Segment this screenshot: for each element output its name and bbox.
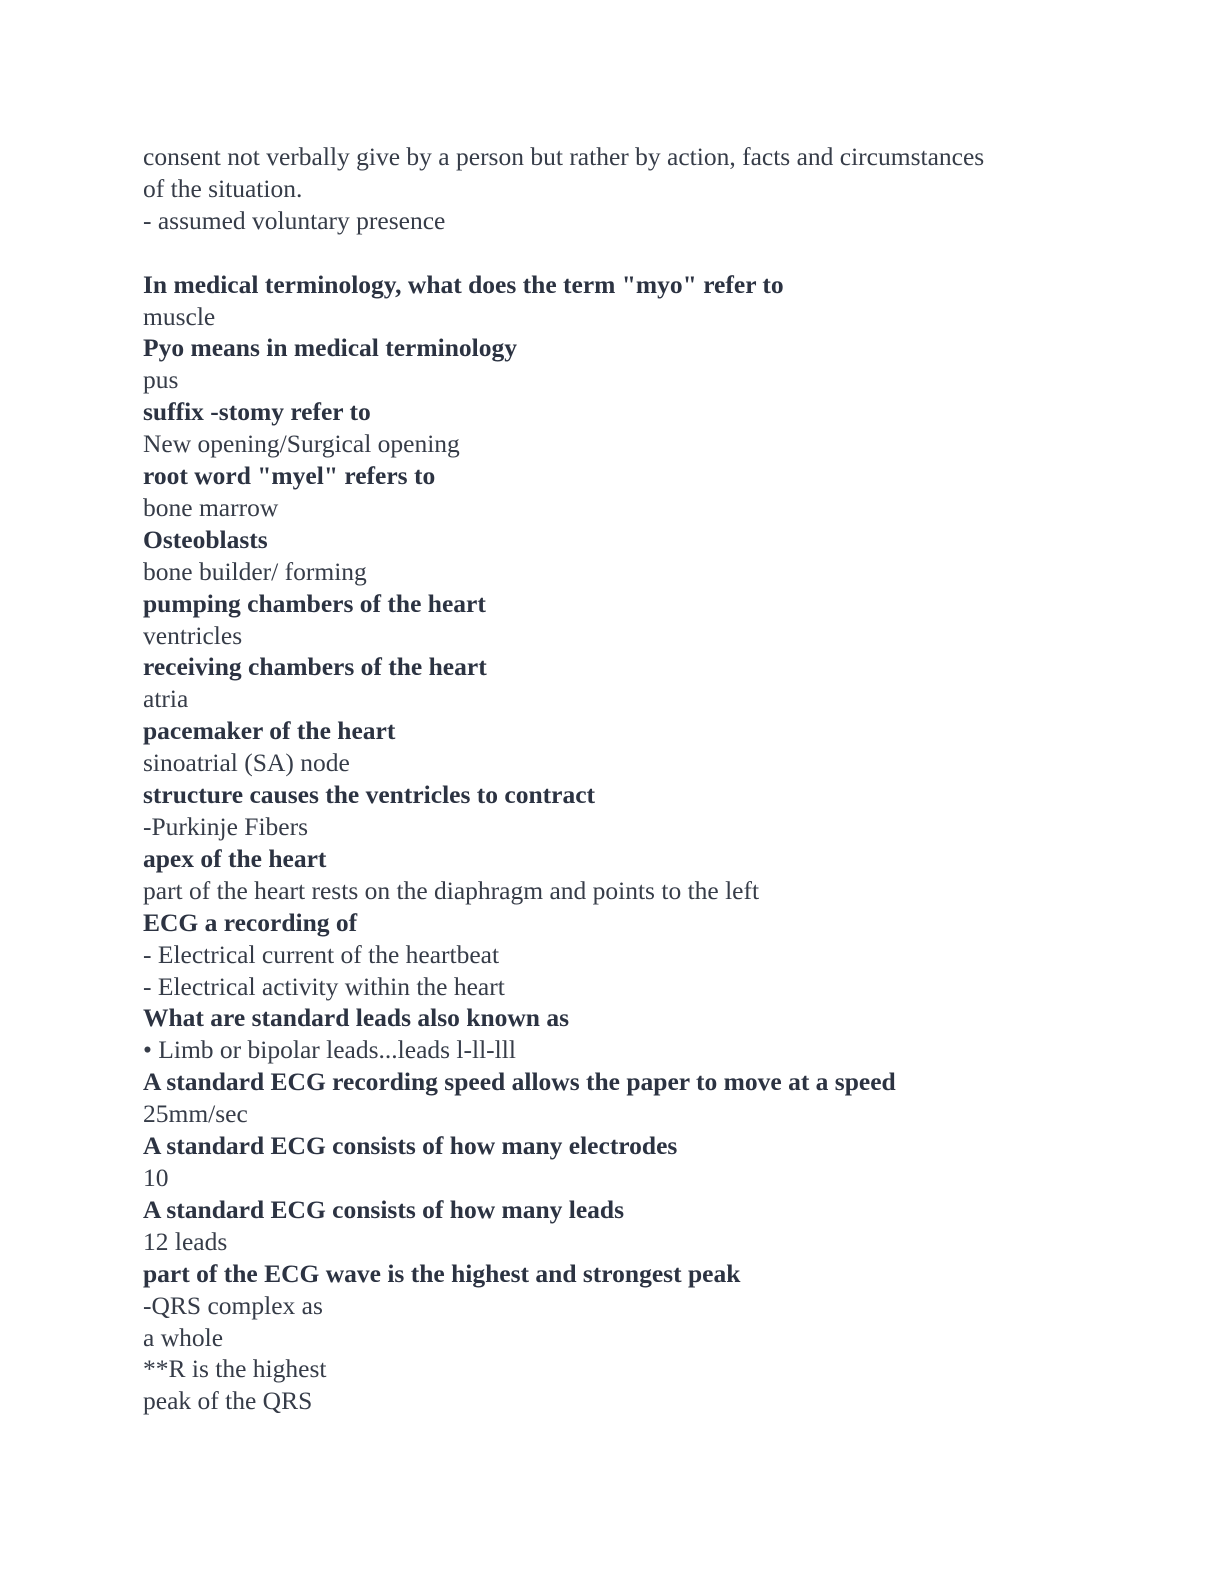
intro-line: consent not verbally give by a person but rather by action, facts and circumstances (143, 142, 985, 171)
flashcard-answer: sinoatrial (SA) node (143, 748, 350, 778)
flashcard-answer: pus (143, 365, 179, 395)
flashcard (143, 843, 1103, 907)
intro-line: - assumed voluntary presence (143, 205, 446, 235)
flashcard (143, 332, 1103, 396)
flashcard-answer: - Electrical activity within the heart (143, 971, 505, 1001)
flashcard-answer: peak of the QRS (143, 1386, 313, 1416)
flashcard-question: What are standard leads also known as (143, 1003, 570, 1033)
flashcard-answer: a whole (143, 1322, 224, 1352)
flashcard (143, 1002, 1103, 1066)
flashcard-answer: muscle (143, 301, 216, 331)
flashcard (143, 269, 1103, 333)
flashcard-question: root word "myel" refers to (143, 461, 436, 491)
flashcard (143, 651, 1103, 715)
flashcard-answer: bone builder/ forming (143, 556, 367, 586)
flashcard-answer: - Electrical current of the heartbeat (143, 939, 500, 969)
flashcard (143, 1066, 1103, 1130)
flashcard-question: A standard ECG consists of how many electrodes (143, 1131, 678, 1161)
flashcard-answer: 25mm/sec (143, 1099, 248, 1129)
flashcard-question: part of the ECG wave is the highest and strongest peak (143, 1258, 741, 1288)
flashcard (143, 715, 1103, 779)
flashcard-answer: -Purkinje Fibers (143, 812, 309, 842)
flashcard (143, 524, 1103, 588)
intro-block (143, 141, 1103, 237)
flashcard-question: pacemaker of the heart (143, 716, 396, 746)
flashcard-answer: bone marrow (143, 492, 279, 522)
intro-line: of the situation. (143, 173, 303, 203)
flashcard-question: ECG a recording of (143, 907, 358, 937)
flashcard-answer: **R is the highest (143, 1354, 327, 1384)
flashcard-question: In medical terminology, what does the term "myo" refer to (143, 269, 784, 299)
flashcard-answer: atria (143, 684, 189, 714)
flashcard-question: A standard ECG consists of how many leads (143, 1194, 625, 1224)
document-page (143, 141, 1103, 1417)
flashcard-answer: part of the heart rests on the diaphragm and points to the left (143, 875, 760, 905)
flashcard-answer: • Limb or bipolar leads...leads l-ll-lll (143, 1035, 516, 1065)
flashcard-answer: -QRS complex as (143, 1290, 323, 1320)
flashcard (143, 588, 1103, 652)
flashcard-answer: 10 (143, 1162, 169, 1192)
flashcard-question: pumping chambers of the heart (143, 588, 486, 618)
flashcard-question: suffix -stomy refer to (143, 397, 371, 427)
flashcard-question: apex of the heart (143, 843, 327, 873)
flashcard-answer: 12 leads (143, 1226, 228, 1256)
flashcard-question: Pyo means in medical terminology (143, 333, 517, 363)
flashcard-answer: New opening/Surgical opening (143, 429, 460, 459)
flashcard (143, 1258, 1103, 1418)
flashcard-question: receiving chambers of the heart (143, 652, 487, 682)
flashcard-question: A standard ECG recording speed allows the paper to move at a speed (143, 1067, 896, 1097)
flashcard (143, 396, 1103, 460)
flashcard (143, 907, 1103, 1003)
flashcard-question: Osteoblasts (143, 524, 268, 554)
flashcard (143, 1130, 1103, 1194)
flashcard (143, 460, 1103, 524)
flashcard-answer: ventricles (143, 620, 243, 650)
flashcard (143, 779, 1103, 843)
flashcard (143, 1194, 1103, 1258)
flashcard-list (143, 269, 1103, 1418)
flashcard-question: structure causes the ventricles to contract (143, 780, 596, 810)
